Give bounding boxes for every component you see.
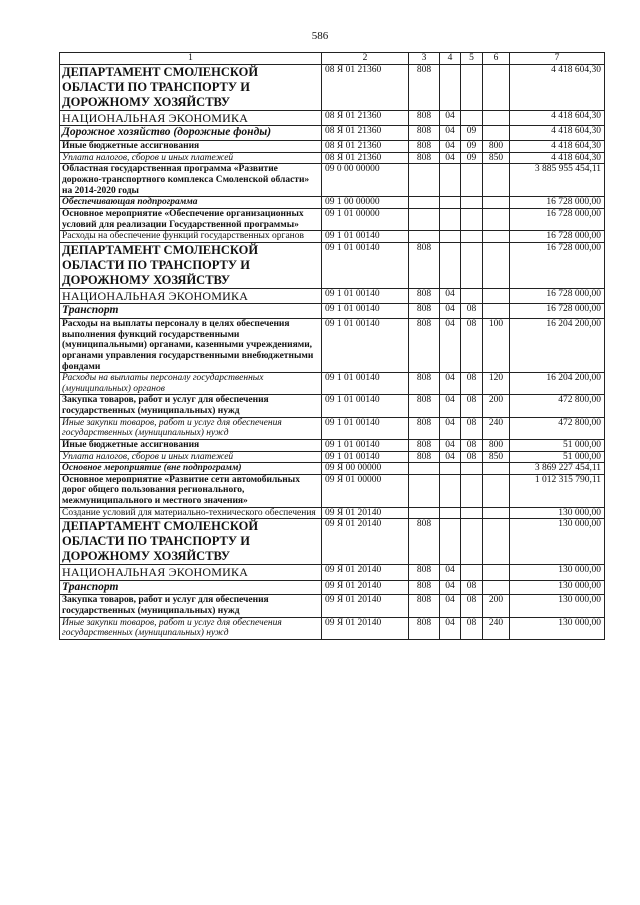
row-amount: 16 728 000,00: [510, 242, 605, 288]
row-col-3: 808: [409, 595, 440, 617]
row-col-3: 808: [409, 417, 440, 439]
header-col-4: 4: [440, 53, 461, 65]
table-row: [60, 164, 605, 197]
row-col-4: 04: [440, 595, 461, 617]
row-col-3: 808: [409, 288, 440, 303]
header-row: [60, 53, 605, 65]
row-col-6: 240: [483, 417, 510, 439]
row-code: 09 0 00 00000: [322, 164, 409, 197]
row-col-4: [440, 519, 461, 565]
table-row: [60, 451, 605, 463]
row-col-3: 808: [409, 65, 440, 111]
row-col-5: 08: [461, 304, 483, 319]
row-amount: 51 000,00: [510, 439, 605, 451]
row-col-6: [483, 208, 510, 230]
row-name: Дорожное хозяйство (дорожные фонды): [60, 126, 322, 141]
row-col-5: 08: [461, 439, 483, 451]
table-row: [60, 197, 605, 209]
row-col-4: [440, 242, 461, 288]
row-amount: 3 869 227 454,11: [510, 463, 605, 475]
row-code: 09 1 01 00140: [322, 451, 409, 463]
row-col-5: 08: [461, 373, 483, 395]
row-amount: 4 418 604,30: [510, 141, 605, 153]
table-row: [60, 580, 605, 595]
row-col-4: 04: [440, 395, 461, 417]
row-col-5: 09: [461, 152, 483, 164]
row-col-3: 808: [409, 141, 440, 153]
row-col-6: [483, 65, 510, 111]
row-col-6: 200: [483, 595, 510, 617]
row-col-4: [440, 507, 461, 519]
row-col-4: 04: [440, 304, 461, 319]
table-row: [60, 111, 605, 126]
header-col-5: 5: [461, 53, 483, 65]
row-code: 09 Я 01 20140: [322, 595, 409, 617]
row-amount: 130 000,00: [510, 595, 605, 617]
row-col-4: 04: [440, 580, 461, 595]
row-code: 09 Я 01 20140: [322, 617, 409, 639]
row-col-4: 04: [440, 319, 461, 373]
row-col-4: [440, 208, 461, 230]
row-amount: 130 000,00: [510, 580, 605, 595]
row-code: 09 1 01 00140: [322, 288, 409, 303]
row-col-3: 808: [409, 617, 440, 639]
row-amount: 16 728 000,00: [510, 304, 605, 319]
row-name: Обеспечивающая подпрограмма: [60, 197, 322, 209]
row-amount: 16 728 000,00: [510, 208, 605, 230]
row-col-5: 08: [461, 417, 483, 439]
row-col-5: 09: [461, 126, 483, 141]
row-name: Уплата налогов, сборов и иных платежей: [60, 451, 322, 463]
row-col-5: [461, 197, 483, 209]
row-amount: 4 418 604,30: [510, 126, 605, 141]
header-col-2: 2: [322, 53, 409, 65]
row-col-5: [461, 507, 483, 519]
row-col-5: 08: [461, 580, 483, 595]
row-col-6: [483, 507, 510, 519]
row-col-4: 04: [440, 141, 461, 153]
row-code: 09 1 01 00140: [322, 417, 409, 439]
row-col-4: 04: [440, 565, 461, 580]
row-name: Закупка товаров, работ и услуг для обеспечения государственных (муниципальных) нужд: [60, 395, 322, 417]
row-amount: 3 885 955 454,11: [510, 164, 605, 197]
table-row: [60, 208, 605, 230]
row-col-6: 850: [483, 152, 510, 164]
row-code: 09 Я 01 20140: [322, 507, 409, 519]
table-row: [60, 65, 605, 111]
row-name: Расходы на выплаты персоналу государственных (муниципальных) органов: [60, 373, 322, 395]
row-name: Иные закупки товаров, работ и услуг для обеспечения государственных (муниципальных) нужд: [60, 417, 322, 439]
row-col-4: 04: [440, 373, 461, 395]
row-col-6: [483, 231, 510, 243]
row-name: НАЦИОНАЛЬНАЯ ЭКОНОМИКА: [60, 565, 322, 580]
row-col-6: [483, 474, 510, 507]
row-code: 09 1 01 00140: [322, 319, 409, 373]
row-code: 09 Я 01 20140: [322, 565, 409, 580]
row-code: 09 1 01 00140: [322, 242, 409, 288]
table-row: [60, 288, 605, 303]
table-row: [60, 373, 605, 395]
table-row: [60, 595, 605, 617]
row-col-5: [461, 463, 483, 475]
table-row: [60, 126, 605, 141]
row-amount: 1 012 315 790,11: [510, 474, 605, 507]
row-col-3: [409, 231, 440, 243]
row-code: 08 Я 01 21360: [322, 141, 409, 153]
row-col-4: [440, 474, 461, 507]
row-col-4: [440, 463, 461, 475]
row-col-3: 808: [409, 304, 440, 319]
row-name: Областная государственная программа «Развитие дорожно-транспортного комплекса Смоленской области» на 2014-2020 годы: [60, 164, 322, 197]
row-name: ДЕПАРТАМЕНТ СМОЛЕНСКОЙ ОБЛАСТИ ПО ТРАНСПОРТУ И ДОРОЖНОМУ ХОЗЯЙСТВУ: [60, 519, 322, 565]
row-name: Уплата налогов, сборов и иных платежей: [60, 152, 322, 164]
row-col-3: [409, 474, 440, 507]
row-name: Создание условий для материально-технического обеспечения: [60, 507, 322, 519]
row-col-6: [483, 304, 510, 319]
row-col-5: [461, 111, 483, 126]
row-col-5: [461, 288, 483, 303]
table-row: [60, 439, 605, 451]
row-col-6: [483, 288, 510, 303]
table-row: [60, 152, 605, 164]
row-col-3: 808: [409, 565, 440, 580]
row-col-5: 09: [461, 141, 483, 153]
row-name: ДЕПАРТАМЕНТ СМОЛЕНСКОЙ ОБЛАСТИ ПО ТРАНСПОРТУ И ДОРОЖНОМУ ХОЗЯЙСТВУ: [60, 242, 322, 288]
row-name: Основное мероприятие «Развитие сети автомобильных дорог общего пользования регионального, межмуниципального и местного значения»: [60, 474, 322, 507]
row-col-5: 08: [461, 617, 483, 639]
row-col-3: 808: [409, 319, 440, 373]
row-col-5: [461, 242, 483, 288]
row-col-3: 808: [409, 451, 440, 463]
table-row: [60, 474, 605, 507]
header-col-6: 6: [483, 53, 510, 65]
row-amount: 16 728 000,00: [510, 231, 605, 243]
row-col-3: 808: [409, 152, 440, 164]
row-col-6: [483, 565, 510, 580]
row-col-3: 808: [409, 519, 440, 565]
row-col-4: 04: [440, 417, 461, 439]
table-row: [60, 395, 605, 417]
row-code: 08 Я 01 21360: [322, 126, 409, 141]
row-col-6: [483, 164, 510, 197]
page-number: 586: [311, 30, 329, 42]
row-col-4: [440, 65, 461, 111]
row-col-6: [483, 242, 510, 288]
table-row: [60, 231, 605, 243]
row-amount: 4 418 604,30: [510, 152, 605, 164]
row-amount: 16 728 000,00: [510, 288, 605, 303]
row-col-4: 04: [440, 288, 461, 303]
row-col-3: [409, 507, 440, 519]
row-col-4: 04: [440, 439, 461, 451]
row-code: 09 1 01 00140: [322, 395, 409, 417]
row-amount: 4 418 604,30: [510, 111, 605, 126]
row-col-4: 04: [440, 617, 461, 639]
row-amount: 4 418 604,30: [510, 65, 605, 111]
row-name: Расходы на выплаты персоналу в целях обеспечения выполнения функций государственными (муниципальными) органами, казенными учреждениями, органами управления государственными внебюджетными фондами: [60, 319, 322, 373]
row-col-3: 808: [409, 373, 440, 395]
row-col-6: [483, 197, 510, 209]
row-name: Иные закупки товаров, работ и услуг для обеспечения государственных (муниципальных) нужд: [60, 617, 322, 639]
row-name: Иные бюджетные ассигнования: [60, 141, 322, 153]
table-row: [60, 565, 605, 580]
table-row: [60, 463, 605, 475]
header-col-7: 7: [510, 53, 605, 65]
row-name: ДЕПАРТАМЕНТ СМОЛЕНСКОЙ ОБЛАСТИ ПО ТРАНСПОРТУ И ДОРОЖНОМУ ХОЗЯЙСТВУ: [60, 65, 322, 111]
row-code: 08 Я 01 21360: [322, 111, 409, 126]
table-row: [60, 417, 605, 439]
row-col-3: [409, 164, 440, 197]
row-name: Расходы на обеспечение функций государственных органов: [60, 231, 322, 243]
table-row: [60, 319, 605, 373]
table-row: [60, 304, 605, 319]
budget-table: [59, 52, 605, 640]
row-col-6: 200: [483, 395, 510, 417]
row-col-5: [461, 565, 483, 580]
row-col-6: [483, 463, 510, 475]
row-amount: 130 000,00: [510, 617, 605, 639]
table-row: [60, 617, 605, 639]
row-code: 09 Я 01 20140: [322, 580, 409, 595]
row-code: 09 1 01 00140: [322, 373, 409, 395]
row-col-5: 08: [461, 395, 483, 417]
row-col-5: 08: [461, 319, 483, 373]
row-col-6: 120: [483, 373, 510, 395]
header-col-1: 1: [60, 53, 322, 65]
row-name: НАЦИОНАЛЬНАЯ ЭКОНОМИКА: [60, 111, 322, 126]
header-col-3: 3: [409, 53, 440, 65]
row-col-6: 850: [483, 451, 510, 463]
table-row: [60, 519, 605, 565]
row-col-5: [461, 208, 483, 230]
row-amount: 472 800,00: [510, 395, 605, 417]
row-code: 09 1 01 00140: [322, 439, 409, 451]
row-col-4: 04: [440, 152, 461, 164]
table-row: [60, 141, 605, 153]
row-name: Иные бюджетные ассигнования: [60, 439, 322, 451]
row-code: 08 Я 01 21360: [322, 152, 409, 164]
table-body: [60, 65, 605, 640]
row-col-5: 08: [461, 595, 483, 617]
row-col-3: 808: [409, 111, 440, 126]
row-code: 09 Я 01 20140: [322, 519, 409, 565]
row-col-5: [461, 474, 483, 507]
row-amount: 130 000,00: [510, 565, 605, 580]
row-amount: 16 204 200,00: [510, 319, 605, 373]
row-amount: 130 000,00: [510, 507, 605, 519]
row-name: Основное мероприятие (вне подпрограмм): [60, 463, 322, 475]
row-col-3: 808: [409, 439, 440, 451]
table-row: [60, 507, 605, 519]
row-col-4: 04: [440, 451, 461, 463]
row-col-4: [440, 231, 461, 243]
row-amount: 472 800,00: [510, 417, 605, 439]
row-col-3: 808: [409, 242, 440, 288]
row-col-4: [440, 164, 461, 197]
row-amount: 130 000,00: [510, 519, 605, 565]
row-col-5: [461, 65, 483, 111]
row-amount: 16 728 000,00: [510, 197, 605, 209]
row-col-6: 240: [483, 617, 510, 639]
row-col-3: [409, 197, 440, 209]
row-amount: 51 000,00: [510, 451, 605, 463]
row-col-5: [461, 164, 483, 197]
row-col-6: [483, 126, 510, 141]
row-col-4: [440, 197, 461, 209]
row-code: 09 1 01 00140: [322, 231, 409, 243]
row-code: 09 1 00 00000: [322, 197, 409, 209]
row-name: Транспорт: [60, 304, 322, 319]
row-code: 08 Я 01 21360: [322, 65, 409, 111]
row-col-4: 04: [440, 111, 461, 126]
row-name: Закупка товаров, работ и услуг для обеспечения государственных (муниципальных) нужд: [60, 595, 322, 617]
row-code: 09 1 01 00000: [322, 208, 409, 230]
row-col-3: 808: [409, 580, 440, 595]
row-col-5: [461, 519, 483, 565]
row-col-6: 800: [483, 141, 510, 153]
row-col-6: 100: [483, 319, 510, 373]
row-col-6: 800: [483, 439, 510, 451]
row-code: 09 1 01 00140: [322, 304, 409, 319]
row-col-5: [461, 231, 483, 243]
row-col-4: 04: [440, 126, 461, 141]
row-name: Основное мероприятие «Обеспечение организационных условий для реализации Государственной программы»: [60, 208, 322, 230]
row-amount: 16 204 200,00: [510, 373, 605, 395]
row-col-6: [483, 519, 510, 565]
row-col-5: 08: [461, 451, 483, 463]
row-col-6: [483, 111, 510, 126]
row-code: 09 Я 00 00000: [322, 463, 409, 475]
row-name: Транспорт: [60, 580, 322, 595]
row-col-3: [409, 208, 440, 230]
row-col-3: 808: [409, 126, 440, 141]
row-col-3: 808: [409, 395, 440, 417]
row-name: НАЦИОНАЛЬНАЯ ЭКОНОМИКА: [60, 288, 322, 303]
table-row: [60, 242, 605, 288]
row-col-3: [409, 463, 440, 475]
row-col-6: [483, 580, 510, 595]
row-code: 09 Я 01 00000: [322, 474, 409, 507]
